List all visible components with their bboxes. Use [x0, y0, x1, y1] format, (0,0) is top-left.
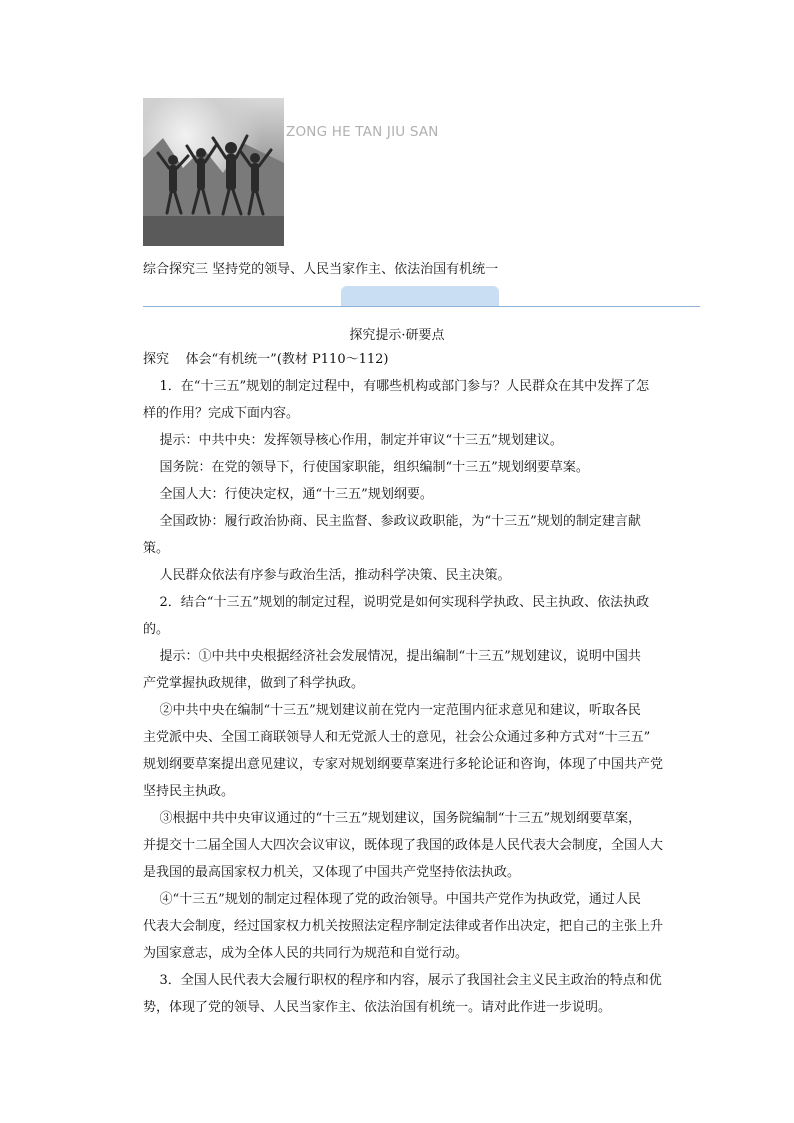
- section-heading: 探究提示·研要点: [349, 328, 445, 343]
- content-line: 提示：中共中央：发挥领导核心作用，制定并审议“十三五”规划建议。: [143, 433, 563, 448]
- content-line: 并提交十二届全国人大四次会议审议，既体现了我国的政体是人民代表大会制度，全国人大: [143, 838, 664, 853]
- content-line: 产党掌握执政规律，做到了科学执政。: [143, 676, 365, 691]
- content-line: ②中共中央在编制“十三五”规划建议前在党内一定范围内征求意见和建议，听取各民: [143, 703, 641, 718]
- content-line: 3．全国人民代表大会履行职权的程序和内容，展示了我国社会主义民主政治的特点和优: [143, 973, 662, 988]
- content-line: 坚持民主执政。: [143, 784, 235, 799]
- section-tab-decoration: [341, 286, 499, 306]
- content-line: 势，体现了党的领导、人民当家作主、依法治国有机统一。请对此作进一步说明。: [143, 1000, 612, 1015]
- content-line: 探究 体会“有机统一”(教材 P110～112): [143, 352, 389, 367]
- content-line: 策。: [143, 541, 170, 556]
- content-line: 样的作用？完成下面内容。: [143, 406, 300, 421]
- chapter-title: 综合探究三 坚持党的领导、人民当家作主、依法治国有机统一: [143, 262, 499, 277]
- content-line: 的。: [143, 622, 170, 637]
- section-divider: [143, 306, 700, 307]
- content-line: 是我国的最高国家权力机关，又体现了中国共产党坚持依法执政。: [143, 865, 521, 880]
- content-line: 全国人大：行使决定权，通“十三五”规划纲要。: [143, 487, 433, 502]
- content-line: 代表大会制度，经过国家权力机关按照法定程序制定法律或者作出决定，把自己的主张上升: [143, 919, 664, 934]
- content-line: 提示：①中共中央根据经济社会发展情况，提出编制“十三五”规划建议，说明中国共: [143, 649, 641, 664]
- header-pinyin: ZONG HE TAN JIU SAN: [286, 124, 439, 140]
- content-line: ③根据中共中央审议通过的“十三五”规划建议，国务院编制“十三五”规划纲要草案，: [143, 811, 642, 826]
- content-body: [143, 346, 699, 1021]
- header-photo: [143, 98, 284, 246]
- content-line: 1．在“十三五”规划的制定过程中，有哪些机构或部门参与？人民群众在其中发挥了怎: [143, 379, 650, 394]
- content-line: 全国政协：履行政治协商、民主监督、参政议政职能，为“十三五”规划的制定建言献: [143, 514, 641, 529]
- content-line: 2．结合“十三五”规划的制定过程，说明党是如何实现科学执政、民主执政、依法执政: [143, 595, 650, 610]
- dancers-illustration: [143, 98, 284, 246]
- content-line: 人民群众依法有序参与政治生活，推动科学决策、民主决策。: [143, 568, 511, 583]
- content-line: 主党派中央、全国工商联领导人和无党派人士的意见，社会公众通过多种方式对“十三五”: [143, 730, 651, 745]
- content-line: ④“十三五”规划的制定过程体现了党的政治领导。中国共产党作为执政党，通过人民: [143, 892, 641, 907]
- content-line: 规划纲要草案提出意见建议，专家对规划纲要草案进行多轮论证和咨询，体现了中国共产党: [143, 757, 664, 772]
- content-line: 国务院：在党的领导下，行使国家职能，组织编制“十三五”规划纲要草案。: [143, 460, 589, 475]
- content-line: 为国家意志，成为全体人民的共同行为规范和自觉行动。: [143, 946, 469, 961]
